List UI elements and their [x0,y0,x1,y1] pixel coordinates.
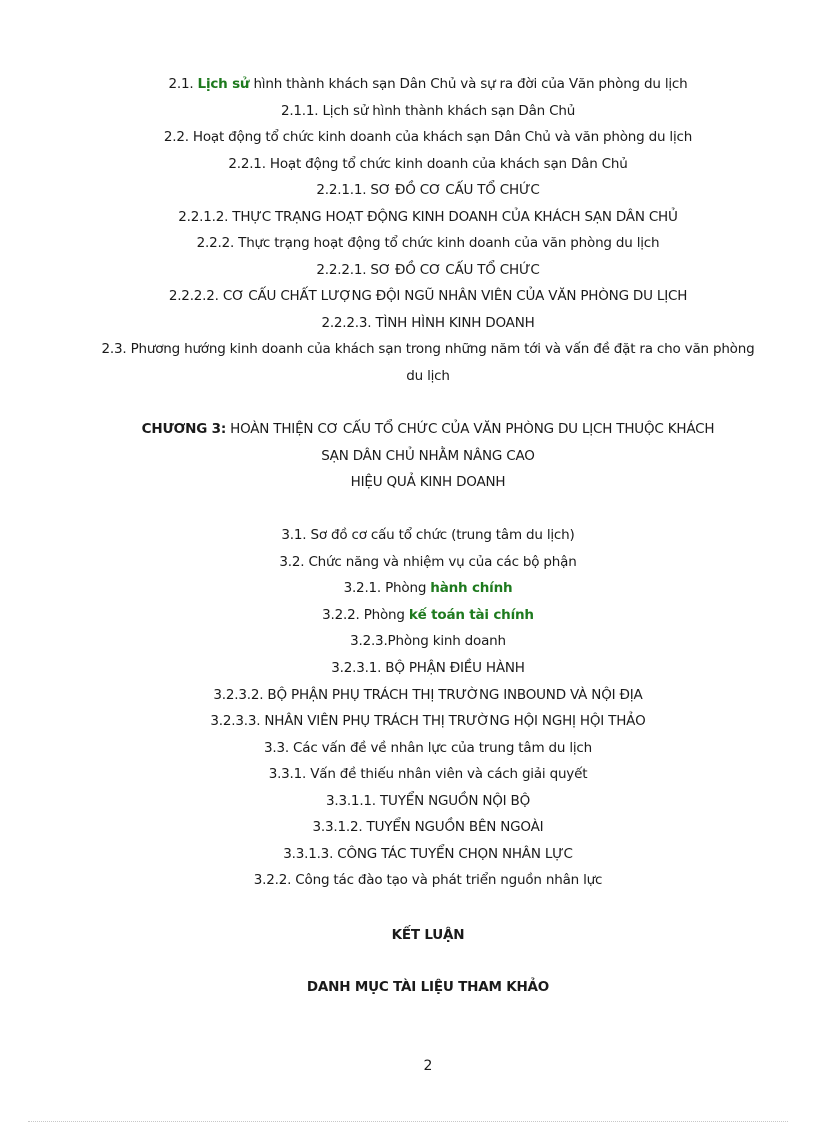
toc-entry-3-1: 3.1. Sơ đồ cơ cấu tổ chức (trung tâm du lịch) [281,527,575,543]
toc-entry-text: hình thành khách sạn Dân Chủ và sự ra đời của Văn phòng du lịch [253,76,688,92]
toc-entry-2-1-1: 2.1.1. Lịch sử hình thành khách sạn Dân Chủ [280,103,576,119]
toc-entry-3-3-1-2: 3.3.1.2. TUYỂN NGUỒN BÊN NGOÀI [312,819,544,835]
toc-entry-2-2-1-1: 2.2.1.1. SƠ ĐỒ CƠ CẤU TỔ CHỨC [316,182,540,198]
toc-entry-2-2-2-3: 2.2.2.3. TÌNH HÌNH KINH DOANH [321,315,535,331]
toc-entry-2-2-1: 2.2.1. Hoạt động tổ chức kinh doanh của khách sạn Dân Chủ [228,156,628,172]
toc-entry-2-2-2-2: 2.2.2.2. CƠ CẤU CHẤT LƯỢNG ĐỘI NGŨ NHÂN VIÊN CỦA VĂN PHÒNG DU LỊCH [168,288,688,304]
toc-entry-3-3-1-1: 3.3.1.1. TUYỂN NGUỒN NỘI BỘ [325,793,531,809]
toc-entry-3-2-2 [40,607,816,623]
chapter-3-title-line-1: HOÀN THIỆN CƠ CẤU TỔ CHỨC CỦA VĂN PHÒNG DU LỊCH THUỘC KHÁCH [230,421,715,437]
chapter-3-heading [40,421,816,437]
toc-entry-2-2-2: 2.2.2. Thực trạng hoạt động tổ chức kinh doanh của văn phòng du lịch [196,235,660,251]
toc-entry-3-2-3: 3.2.3.Phòng kinh doanh [350,633,506,649]
toc-entry-2-3: 2.3. Phương hướng kinh doanh của khách sạn trong những năm tới và vấn đề đặt ra cho văn phòng du lịch [101,341,755,384]
ke-toan-tai-chinh-link[interactable]: kế toán tài chính [408,607,534,623]
page-number: 2 [423,1058,433,1074]
page-bottom-divider [28,1121,788,1122]
conclusion-heading: KẾT LUẬN [391,927,465,943]
toc-entry-3-3-1: 3.3.1. Vấn đề thiếu nhân viên và cách giải quyết [268,766,588,782]
toc-entry-3-2-2-training: 3.2.2. Công tác đào tạo và phát triển nguồn nhân lực [253,872,603,888]
toc-entry-3-2-1 [40,580,816,596]
toc-entry-2-2: 2.2. Hoạt động tổ chức kinh doanh của khách sạn Dân Chủ và văn phòng du lịch [163,129,693,145]
hanh-chinh-link[interactable]: hành chính [430,580,513,596]
toc-entry-3-2: 3.2. Chức năng và nhiệm vụ của các bộ phận [279,554,577,570]
toc-entry-2-2-1-2: 2.2.1.2. THỰC TRẠNG HOẠT ĐỘNG KINH DOANH CỦA KHÁCH SẠN DÂN CHỦ [178,209,678,225]
toc-entry-3-2-3-1: 3.2.3.1. BỘ PHẬN ĐIỀU HÀNH [331,660,525,676]
toc-entry-3-2-3-2: 3.2.3.2. BỘ PHẬN PHỤ TRÁCH THỊ TRƯỜNG INBOUND VÀ NỘI ĐỊA [213,687,643,703]
chapter-3-label: CHƯƠNG 3: [141,421,227,437]
toc-entry-3-3: 3.3. Các vấn đề về nhân lực của trung tâm du lịch [263,740,593,756]
toc-entry-number: 3.2.2. Phòng [322,607,405,623]
toc-entry-number: 3.2.1. Phòng [343,580,427,596]
toc-entry-number: 2.1. [168,76,194,92]
chapter-3-title-line-2: SẠN DÂN CHỦ NHẰM NÂNG CAO [321,448,535,464]
toc-entry-3-2-3-3: 3.2.3.3. NHÂN VIÊN PHỤ TRÁCH THỊ TRƯỜNG HỘI NGHỊ HỘI THẢO [210,713,646,729]
toc-entry-3-3-1-3: 3.3.1.3. CÔNG TÁC TUYỂN CHỌN NHÂN LỰC [283,846,573,862]
chapter-3-title-line-3: HIỆU QUẢ KINH DOANH [350,474,506,490]
toc-entry-2-2-2-1: 2.2.2.1. SƠ ĐỒ CƠ CẤU TỔ CHỨC [316,262,540,278]
references-heading: DANH MỤC TÀI LIỆU THAM KHẢO [306,979,550,995]
lich-su-link[interactable]: Lịch sử [197,76,250,92]
toc-entry-2-1 [40,76,816,92]
